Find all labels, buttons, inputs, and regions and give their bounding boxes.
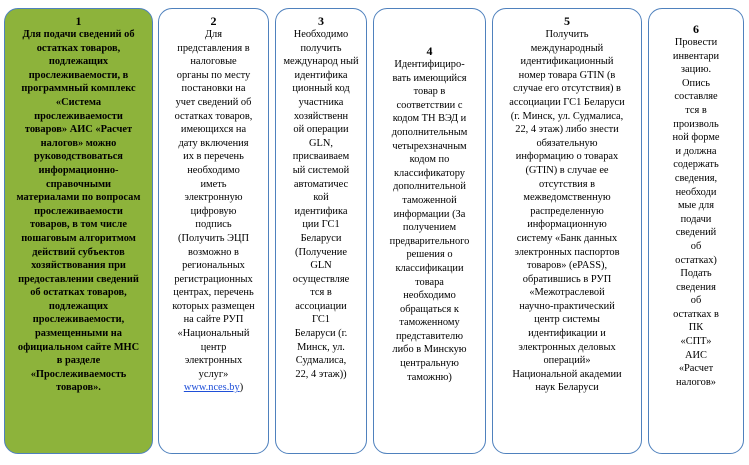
- step-card-3: [275, 8, 367, 454]
- step-card-1: [4, 8, 153, 454]
- step-text: [159, 28, 268, 395]
- step-card-2: [158, 8, 269, 454]
- step-text: Получить международный идентификационный номер товара GTIN (в случае его отсутствия) в ассоциации ГС1 Беларуси (г. Минск, ул. Судмалиса, 22, 4 этаж) либо знести обязательную информацию о товарах (GTIN) в случае ее отсутствия в межведомственную распределенную информационную систему «Банк данных электронных паспортов товаров» (ePASS), обратившись в РУП «Межотраслевой научно-практический центр системы идентификации и электронных деловых операций» Национальной академии наук Беларуси: [509, 29, 625, 394]
- step-number: 5: [564, 14, 570, 28]
- step-card-6: [648, 8, 744, 454]
- step-text: Необходимо получить международ ный идентифика ционный код участника хозяйственн ой операции GLN, присваиваем ый системой автоматичес кой идентифика ции ГС1 Беларуси (Получение GLN осуществляе тся в ассоциации ГС1 Беларуси (г. Минск, ул. Судмалиса, 22, 4 этаж)): [283, 29, 359, 380]
- step-number: 1: [75, 14, 82, 28]
- step-text: Идентифициро- вать имеющийся товар в соответствии с кодом ТН ВЭД и дополнительным четырехзначным кодом по классификатору дополнительной таможенной информации (За получением предварительного решения о классификации товара необходимо обращаться к таможенному представителю либо в Минскую центральную таможню): [389, 59, 470, 383]
- step-number: 3: [318, 14, 324, 28]
- step-text-body: Для представления в налоговые органы по месту постановки на учет сведений об остатках товаров, имеющихся на дату включения их в перечень необходимо иметь электронную цифровую подпись (Получить ЭЦП возможно в региональных регистрационных центрах, перечень которых размещен на сайте РУП «Национальный центр электронных услуг»: [172, 29, 255, 380]
- step-card-4: [373, 8, 486, 454]
- nces-link[interactable]: www.nces.by: [183, 382, 240, 394]
- step-number: 6: [693, 22, 699, 36]
- step-text: Провести инвентари зацию. Опись составляе тся в произволь ной форме и должна содержать сведения, необходи мые для подачи сведений об остатках) Подать сведения об остатках в ПК «СПТ» АИС «Расчет налогов»: [672, 37, 720, 388]
- link-suffix: ): [239, 382, 244, 394]
- step-text: Для подачи сведений об остатках товаров, подлежащих прослеживаемости, в программный комплекс «Система прослеживаемости товаров» АИС «Расчет налогов» можно руководствоваться информационно- справочными материалами по вопросам прослеживаемости товаров, в том числе пошаговым алгоритмом действий субъектов хозяйствования при предоставлении сведений об остатках товаров, подлежащих прослеживаемости, размещенными на официальном сайте МНС в разделе «Прослеживаемость товаров».: [16, 29, 141, 394]
- step-number: 2: [210, 14, 217, 28]
- step-number: 4: [426, 44, 433, 58]
- step-card-5: [492, 8, 642, 454]
